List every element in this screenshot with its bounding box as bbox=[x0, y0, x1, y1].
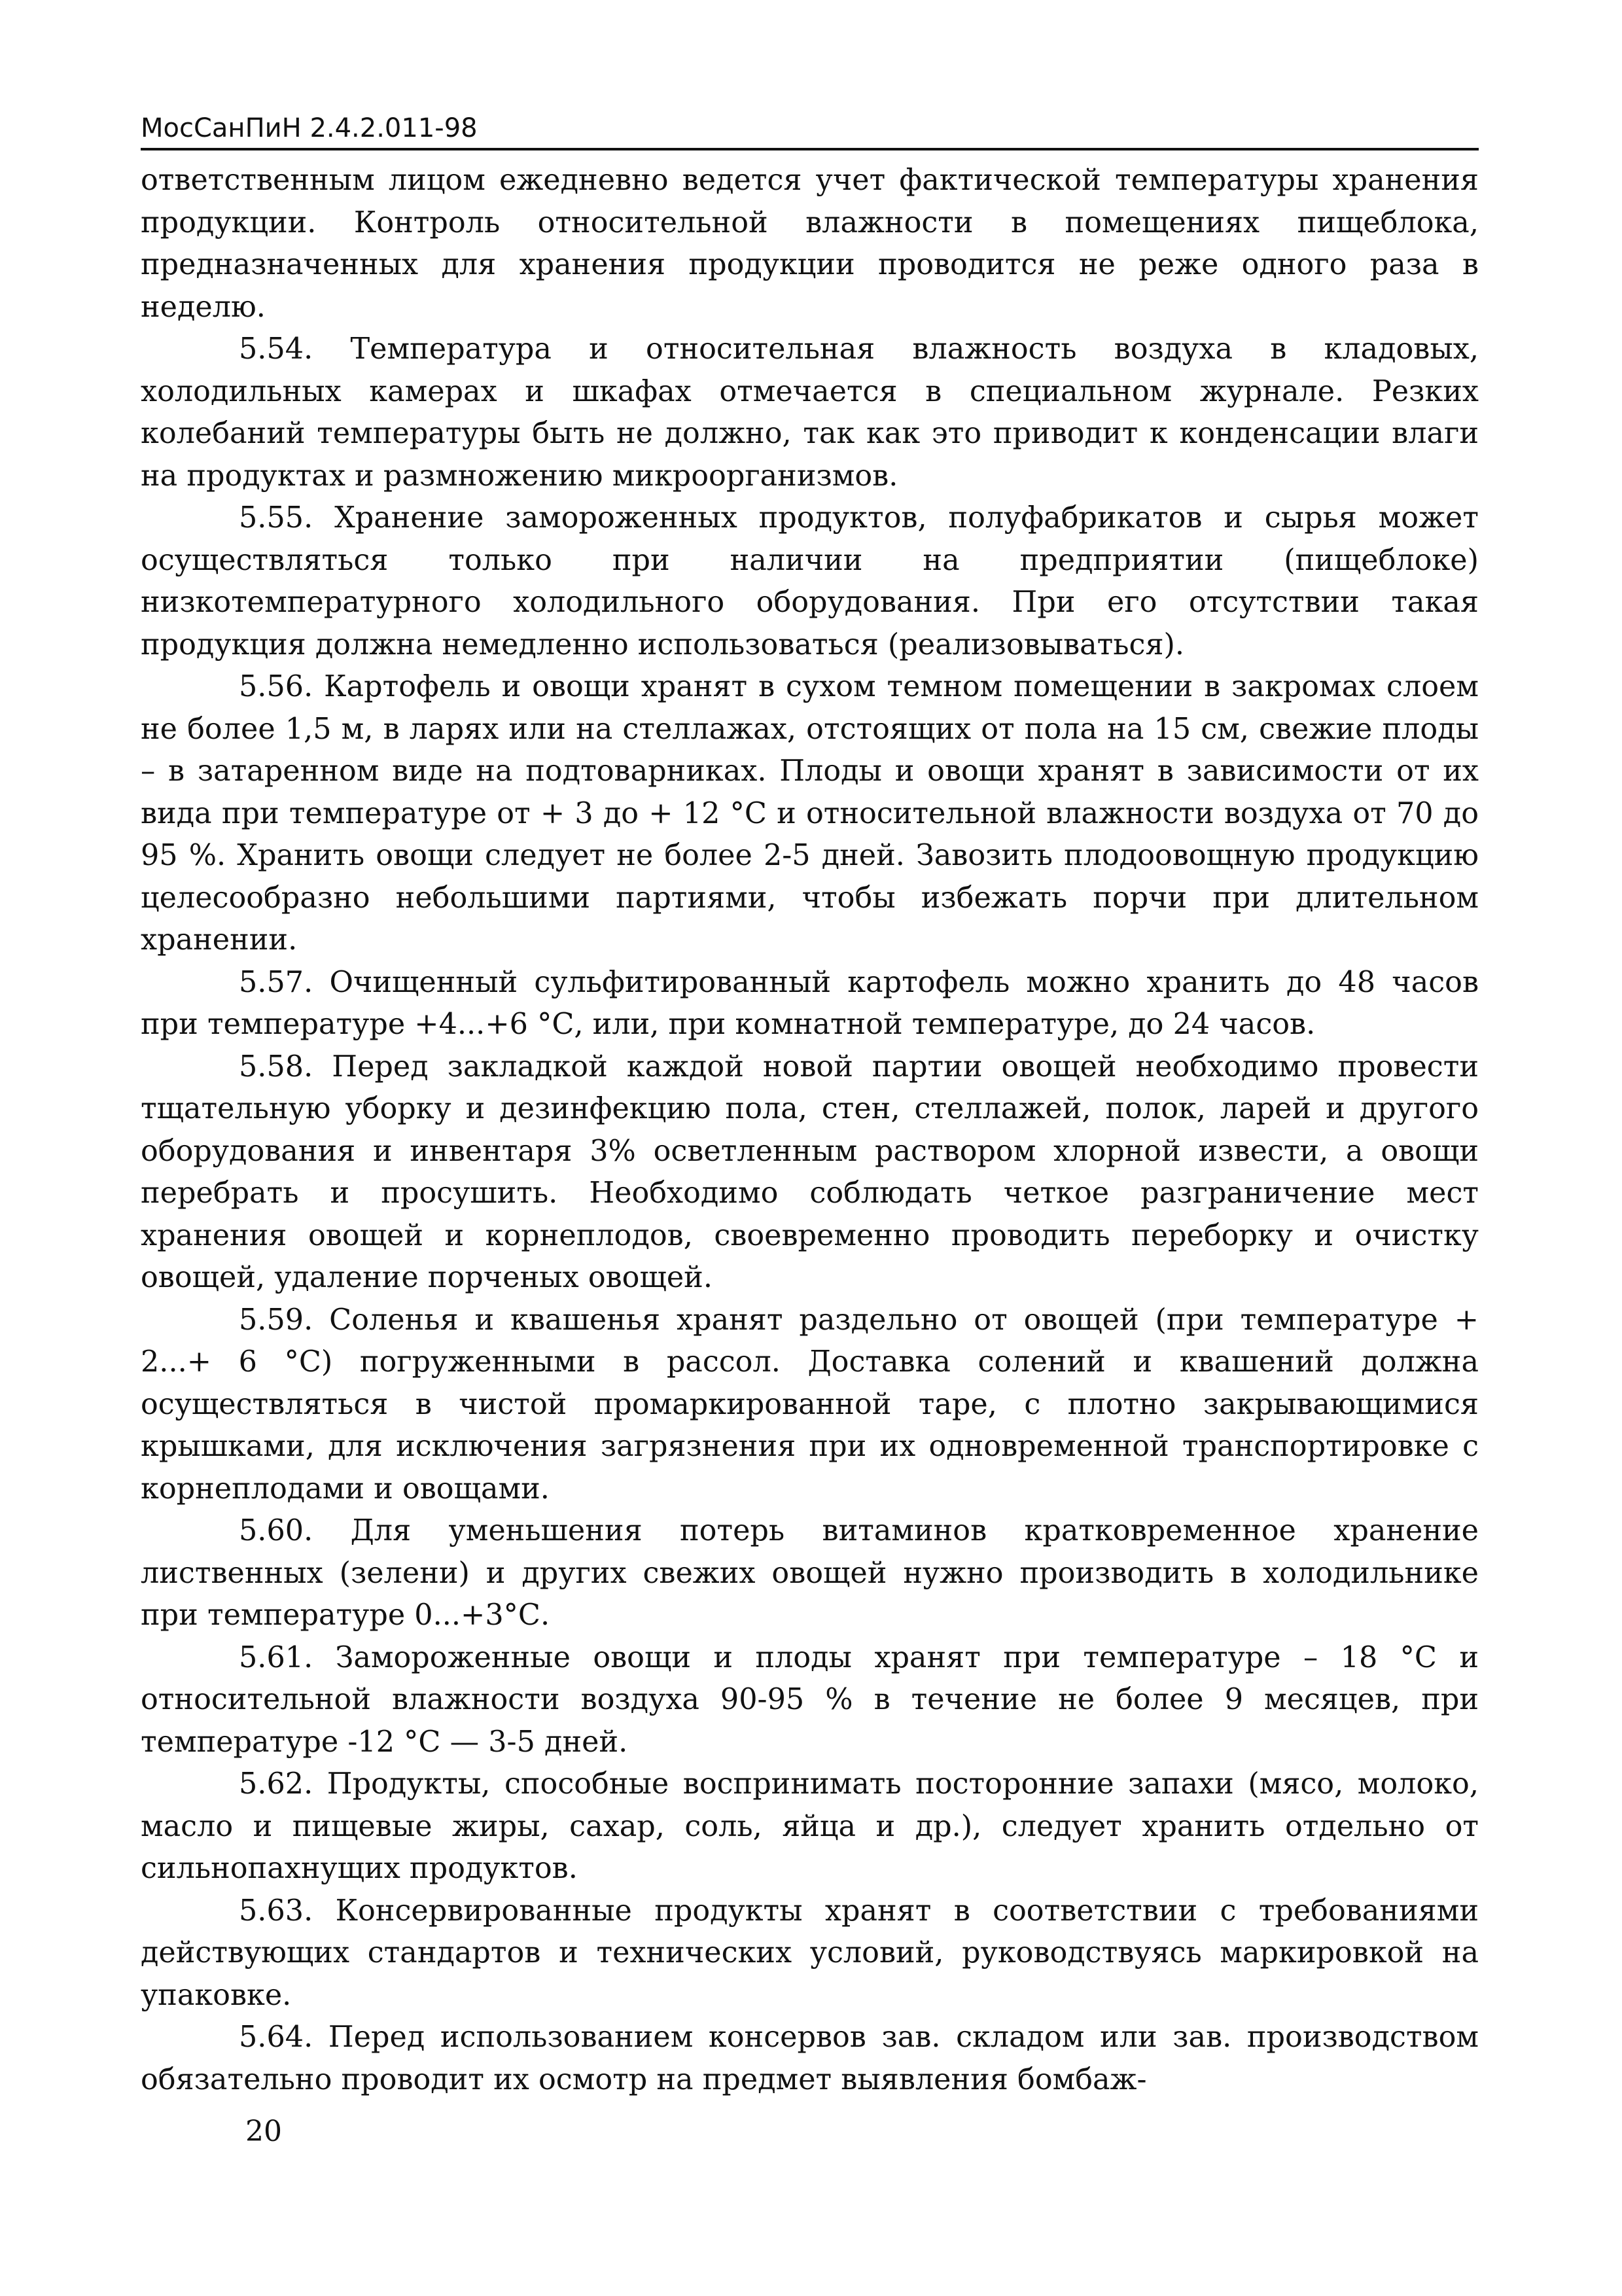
paragraph-5-58 bbox=[141, 1046, 1479, 1299]
paragraph-number: 5.61. bbox=[239, 1640, 313, 1674]
paragraph-5-64 bbox=[141, 2017, 1479, 2101]
paragraph-number: 5.62. bbox=[239, 1767, 313, 1801]
paragraph-5-55 bbox=[141, 497, 1479, 666]
paragraph-5-57 bbox=[141, 962, 1479, 1046]
paragraph-number: 5.57. bbox=[239, 965, 313, 999]
document-header bbox=[141, 111, 1479, 150]
paragraph-text: Соленья и квашенья хранят раздельно от овощей (при температуре + 2...+ 6 °С) погруженными в рассол. Доставка солений и квашений должна осуществляться в чистой промаркированной таре, с плотно закрывающимися крышками, для исключения загрязнения при их одновременной транспортировке с корнеплодами и овощами. bbox=[141, 1303, 1479, 1506]
paragraph-number: 5.59. bbox=[239, 1303, 313, 1337]
paragraph-text: Перед использованием консервов зав. складом или зав. производством обязательно проводит их осмотр на предмет выявления бомбаж- bbox=[141, 2021, 1479, 2096]
paragraph-5-62 bbox=[141, 1763, 1479, 1890]
paragraph-text: Продукты, способные воспринимать посторонние запахи (мясо, молоко, масло и пищевые жиры, сахар, соль, яйца и др.), следует хранить отдельно от сильнопахнущих продуктов. bbox=[141, 1767, 1479, 1885]
paragraph-text: Для уменьшения потерь витаминов кратковременное хранение лиственных (зелени) и других свежих овощей нужно производить в холодильнике при температуре 0...+3°С. bbox=[141, 1514, 1479, 1632]
paragraph-text: Замороженные овощи и плоды хранят при температуре – 18 °С и относительной влажности воздуха 90-95 % в течение не более 9 месяцев, при температуре -12 °С — 3-5 дней. bbox=[141, 1640, 1479, 1759]
paragraph-text: Перед закладкой каждой новой партии овощей необходимо провести тщательную уборку и дезинфекцию пола, стен, стеллажей, полок, ларей и другого оборудования и инвентаря 3% осветленным раствором хлорной извести, а овощи перебрать и просушить. Необходимо соблюдать четкое разграничение мест хранения овощей и корнеплодов, своевременно проводить переборку и очистку овощей, удаление порченых овощей. bbox=[141, 1050, 1479, 1294]
document-page bbox=[141, 111, 1479, 2101]
paragraph-text: ответственным лицом ежедневно ведется учет фактической температуры хранения продукции. Контроль относительной влажности в помещениях пищеблока, предназначенных для хранения продукции проводится не реже одного раза в неделю. bbox=[141, 164, 1479, 324]
paragraph-text: Температура и относительная влажность воздуха в кладовых, холодильных камерах и шкафах отмечается в специальном журнале. Резких колебаний температуры быть не должно, так как это приводит к конденсации влаги на продуктах и размножению микроорганизмов. bbox=[141, 332, 1479, 493]
paragraph-continuation bbox=[141, 160, 1479, 328]
paragraph-number: 5.54. bbox=[239, 332, 313, 366]
document-body bbox=[141, 160, 1479, 2101]
paragraph-number: 5.58. bbox=[239, 1050, 313, 1084]
paragraph-5-59 bbox=[141, 1299, 1479, 1511]
paragraph-number: 5.63. bbox=[239, 1894, 313, 1928]
paragraph-5-56 bbox=[141, 666, 1479, 962]
paragraph-5-61 bbox=[141, 1637, 1479, 1764]
paragraph-5-60 bbox=[141, 1510, 1479, 1637]
paragraph-text: Очищенный сульфитированный картофель можно хранить до 48 часов при температуре +4...+6 °С, или, при комнатной температуре, до 24 часов. bbox=[141, 965, 1479, 1041]
page-number: 20 bbox=[245, 2115, 282, 2148]
paragraph-number: 5.56. bbox=[239, 670, 313, 703]
document-code: МосСанПиН 2.4.2.011-98 bbox=[141, 113, 478, 143]
paragraph-number: 5.55. bbox=[239, 501, 313, 535]
paragraph-text: Консервированные продукты хранят в соответствии с требованиями действующих стандартов и технических условий, руководствуясь маркировкой на упаковке. bbox=[141, 1894, 1479, 2012]
paragraph-text: Картофель и овощи хранят в сухом темном помещении в закромах слоем не более 1,5 м, в ларях или на стеллажах, отстоящих от пола на 15 см, свежие плоды – в затаренном виде на подтоварниках. Плоды и овощи хранят в зависимости от их вида при температуре от + 3 до + 12 °С и относительной влажности воздуха от 70 до 95 %. Хранить овощи следует не более 2-5 дней. Завозить плодоовощную продукцию целесообразно небольшими партиями, чтобы избежать порчи при длительном хранении. bbox=[141, 670, 1479, 957]
paragraph-number: 5.60. bbox=[239, 1514, 313, 1547]
paragraph-number: 5.64. bbox=[239, 2021, 313, 2054]
paragraph-5-63 bbox=[141, 1890, 1479, 2017]
paragraph-text: Хранение замороженных продуктов, полуфабрикатов и сырья может осуществляться только при наличии на предприятии (пищеблоке) низкотемпературного холодильного оборудования. При его отсутствии такая продукция должна немедленно использоваться (реализовываться). bbox=[141, 501, 1479, 662]
paragraph-5-54 bbox=[141, 328, 1479, 497]
